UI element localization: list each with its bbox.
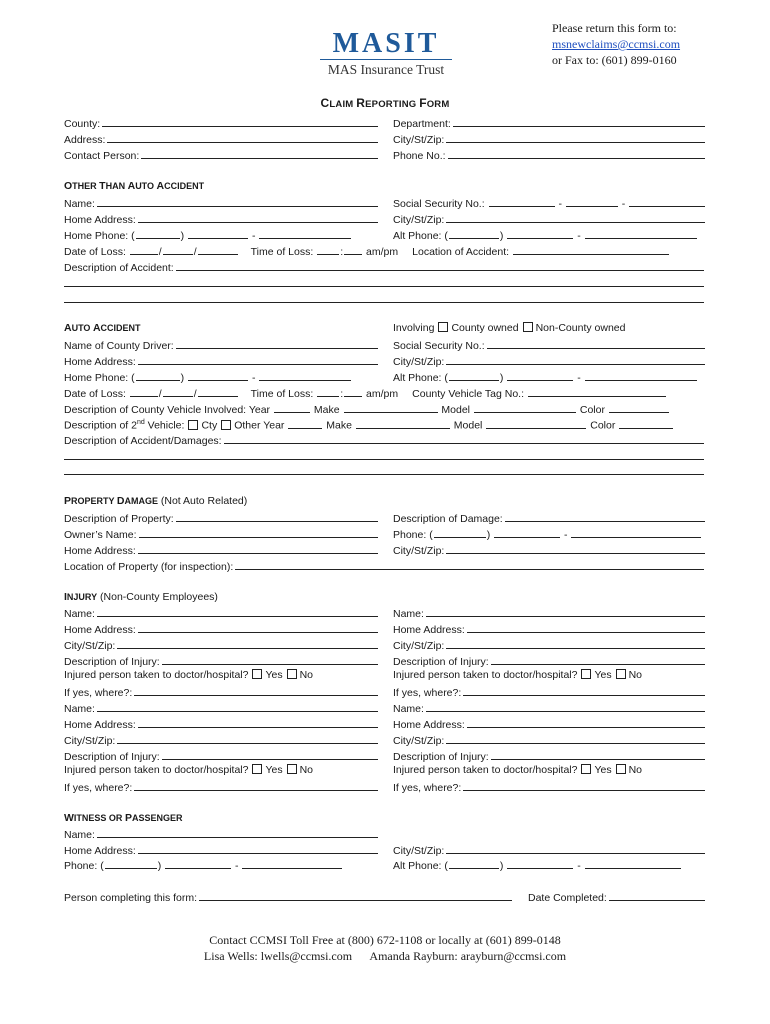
section-injury: INJURY (Non-County Employees): [64, 591, 218, 603]
injury1-where-field[interactable]: If yes, where?:: [64, 684, 378, 700]
city-st-zip-field[interactable]: City/St/Zip:: [393, 131, 705, 147]
injury2-city-st-zip-field[interactable]: City/St/Zip:: [393, 637, 705, 653]
return-label: Please return this form to:: [552, 21, 677, 35]
injury3-taken-row: Injured person taken to doctor/hospital? Yes No: [64, 764, 314, 776]
witness-alt-phone-field[interactable]: Alt Phone: ( ) -: [393, 857, 705, 873]
injury4-no-checkbox[interactable]: [616, 764, 626, 774]
oa-description-line-3[interactable]: [64, 302, 704, 303]
section-witness-passenger: WITNESS OR PASSENGER: [64, 812, 183, 824]
oa-description-line-2[interactable]: [64, 286, 704, 287]
oa-date-time-location-row[interactable]: Date of Loss: / / Time of Loss: : am/pm Location of Accident:: [64, 243, 704, 259]
injury1-home-address-field[interactable]: Home Address:: [64, 621, 378, 637]
date-completed-field[interactable]: Date Completed:: [528, 889, 705, 905]
return-email-link[interactable]: msnewclaims@ccmsi.com: [552, 37, 681, 51]
injury1-description-field[interactable]: Description of Injury:: [64, 653, 378, 669]
contact-person-field[interactable]: Contact Person:: [64, 147, 378, 163]
injury4-name-field[interactable]: Name:: [393, 700, 705, 716]
auto-vehicle1-row[interactable]: Description of County Vehicle Involved: Year Make Model Color: [64, 401, 704, 417]
auto-involving-row: Involving County owned Non-County owned: [393, 322, 626, 334]
oa-alt-phone-field[interactable]: Alt Phone: ( ) -: [393, 227, 705, 243]
injury2-taken-row: Injured person taken to doctor/hospital? Yes No: [393, 669, 643, 681]
injury3-yes-checkbox[interactable]: [252, 764, 262, 774]
injury4-yes-checkbox[interactable]: [581, 764, 591, 774]
county-field[interactable]: County:: [64, 115, 378, 131]
footer-line-1: Contact CCMSI Toll Free at (800) 672-1108 or locally at (601) 899-0148: [209, 933, 561, 947]
property-location-field[interactable]: Location of Property (for inspection):: [64, 558, 704, 574]
witness-name-field[interactable]: Name:: [64, 826, 378, 842]
section-auto-accident: AUTO ACCIDENT: [64, 322, 141, 334]
auto-city-st-zip-field[interactable]: City/St/Zip:: [393, 353, 705, 369]
auto-damages-line-2[interactable]: [64, 459, 704, 460]
oa-home-address-field[interactable]: Home Address:: [64, 211, 378, 227]
injury2-description-field[interactable]: Description of Injury:: [393, 653, 705, 669]
injury3-description-field[interactable]: Description of Injury:: [64, 748, 378, 764]
property-owner-field[interactable]: Owner’s Name:: [64, 526, 378, 542]
injury3-no-checkbox[interactable]: [287, 764, 297, 774]
return-fax: or Fax to: (601) 899-0160: [552, 53, 677, 67]
injury4-where-field[interactable]: If yes, where?:: [393, 779, 705, 795]
return-info: [552, 20, 680, 68]
property-city-st-zip-field[interactable]: City/St/Zip:: [393, 542, 705, 558]
auto-damages-field[interactable]: Description of Accident/Damages:: [64, 432, 704, 448]
injury3-name-field[interactable]: Name:: [64, 700, 378, 716]
auto-alt-phone-field[interactable]: Alt Phone: ( ) -: [393, 369, 705, 385]
injury3-city-st-zip-field[interactable]: City/St/Zip:: [64, 732, 378, 748]
property-damage-field[interactable]: Description of Damage:: [393, 510, 705, 526]
department-field[interactable]: Department:: [393, 115, 705, 131]
injury1-name-field[interactable]: Name:: [64, 605, 378, 621]
auto-home-phone-field[interactable]: Home Phone: ( ) -: [64, 369, 378, 385]
injury1-no-checkbox[interactable]: [287, 669, 297, 679]
vehicle2-cty-checkbox[interactable]: [188, 420, 198, 430]
logo-sub-text: MAS Insurance Trust: [327, 62, 445, 77]
witness-phone-field[interactable]: Phone: ( ) -: [64, 857, 378, 873]
auto-driver-field[interactable]: Name of County Driver:: [64, 337, 378, 353]
injury1-city-st-zip-field[interactable]: City/St/Zip:: [64, 637, 378, 653]
oa-city-st-zip-field[interactable]: City/St/Zip:: [393, 211, 705, 227]
injury2-where-field[interactable]: If yes, where?:: [393, 684, 705, 700]
logo-main-text: MASIT: [332, 28, 440, 59]
footer-line-2: Lisa Wells: lwells@ccmsi.com Amanda Rayburn: arayburn@ccmsi.com: [203, 949, 567, 963]
county-owned-checkbox[interactable]: [438, 322, 448, 332]
auto-date-time-tag-row[interactable]: Date of Loss: / / Time of Loss: : am/pm County Vehicle Tag No.:: [64, 385, 704, 401]
injury2-no-checkbox[interactable]: [616, 669, 626, 679]
auto-ssn-field[interactable]: Social Security No.:: [393, 337, 705, 353]
non-county-owned-checkbox[interactable]: [523, 322, 533, 332]
oa-name-field[interactable]: Name:: [64, 195, 378, 211]
property-home-address-field[interactable]: Home Address:: [64, 542, 378, 558]
oa-ssn-field[interactable]: Social Security No.: - -: [393, 195, 705, 211]
oa-home-phone-field[interactable]: Home Phone: ( ) -: [64, 227, 378, 243]
auto-damages-line-3[interactable]: [64, 474, 704, 475]
property-description-field[interactable]: Description of Property:: [64, 510, 378, 526]
logo-rule: [320, 59, 452, 60]
masit-logo: [316, 30, 456, 78]
footer-contact: [0, 932, 770, 964]
section-property-damage: PROPERTY DAMAGE (Not Auto Related): [64, 495, 248, 507]
injury4-taken-row: Injured person taken to doctor/hospital? Yes No: [393, 764, 643, 776]
injury3-where-field[interactable]: If yes, where?:: [64, 779, 378, 795]
injury2-home-address-field[interactable]: Home Address:: [393, 621, 705, 637]
injury4-city-st-zip-field[interactable]: City/St/Zip:: [393, 732, 705, 748]
auto-home-address-field[interactable]: Home Address:: [64, 353, 378, 369]
oa-description-field[interactable]: Description of Accident:: [64, 259, 704, 275]
injury1-taken-row: Injured person taken to doctor/hospital? Yes No: [64, 669, 314, 681]
injury2-name-field[interactable]: Name:: [393, 605, 705, 621]
injury3-home-address-field[interactable]: Home Address:: [64, 716, 378, 732]
vehicle2-other-checkbox[interactable]: [221, 420, 231, 430]
person-completing-field[interactable]: Person completing this form:: [64, 889, 512, 905]
auto-vehicle2-row[interactable]: Description of 2nd Vehicle: Cty Other Year Make Model Color: [64, 416, 704, 433]
injury1-yes-checkbox[interactable]: [252, 669, 262, 679]
injury4-description-field[interactable]: Description of Injury:: [393, 748, 705, 764]
property-phone-field[interactable]: Phone: ( ) -: [393, 526, 705, 542]
section-other-than-auto: OTHER THAN AUTO ACCIDENT: [64, 180, 205, 192]
page-title: CLAIM REPORTING FORM: [320, 96, 450, 110]
witness-city-st-zip-field[interactable]: City/St/Zip:: [393, 842, 705, 858]
witness-home-address-field[interactable]: Home Address:: [64, 842, 378, 858]
injury4-home-address-field[interactable]: Home Address:: [393, 716, 705, 732]
address-field[interactable]: Address:: [64, 131, 378, 147]
injury2-yes-checkbox[interactable]: [581, 669, 591, 679]
phone-no-field[interactable]: Phone No.:: [393, 147, 705, 163]
